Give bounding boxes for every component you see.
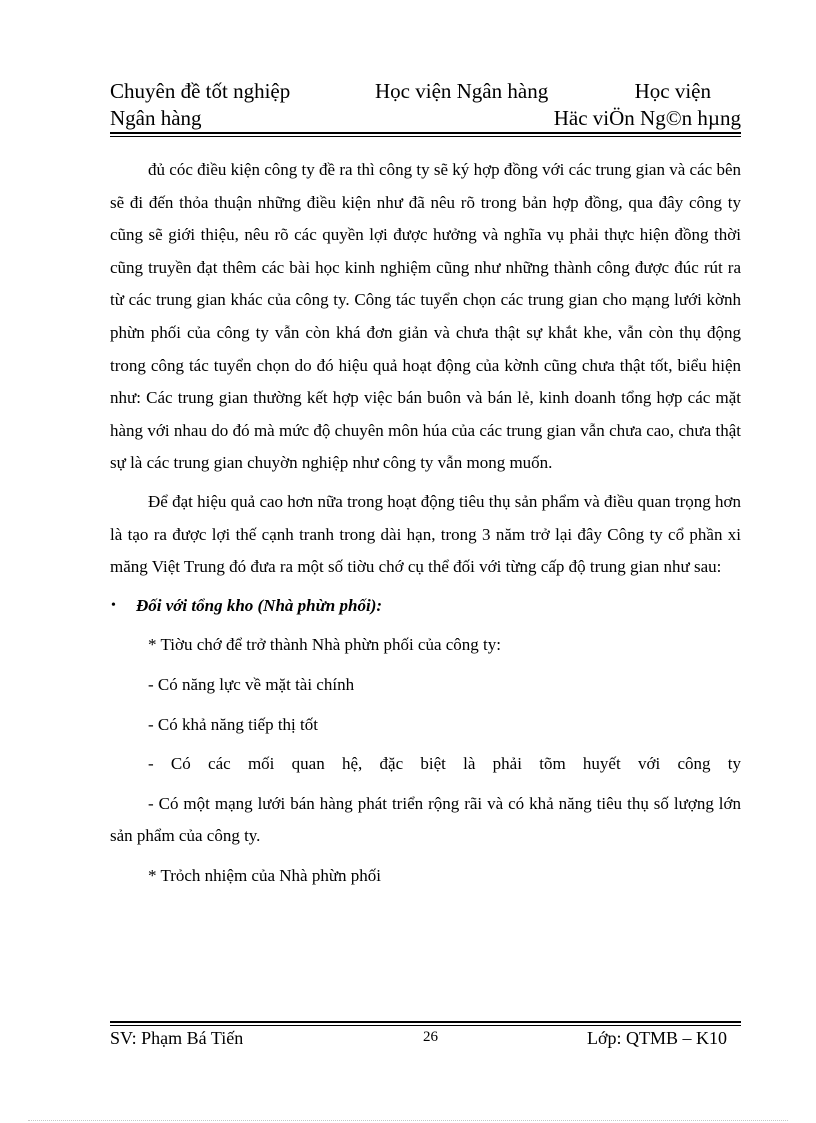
- header-divider: [110, 132, 741, 137]
- header-institution-legacy-font: Häc viÖn Ng©n hµng: [553, 106, 741, 130]
- footer-page-number: 26: [423, 1029, 438, 1045]
- header-institution-cont: Ngân hàng: [110, 106, 202, 130]
- page-body: [110, 154, 741, 892]
- page-footer: [110, 1028, 741, 1054]
- paragraph-recruitment: đủ cóc điều kiện công ty đề ra thì công ty sẽ ký hợp đồng với các trung gian và các bên sẽ đi đến thỏa thuận những điều kiện như đã nêu rõ trong bản hợp đồng, qua đây công ty cũng sẽ giới thiệu, nêu rõ các quyền lợi được hưởng và nghĩa vụ phải thực hiện đồng thời cũng truyền đạt thêm các bài học kinh nghiệm cũng như những thành công được đúc rút ra từ các trung gian khác của công ty. Công tác tuyển chọn các trung gian cho mạng lưới kờnh phừn phối của công ty vẫn còn khá đơn giản và chưa thật sự khắt khe, vẫn còn thụ động trong công tác tuyển chọn do đó hiệu quả hoạt động của kờnh cũng chưa thật tốt, biểu hiện như: Các trung gian thường kết hợp việc bán buôn và bán lẻ, kinh doanh tổng hợp các mặt hàng với nhau do đó mà mức độ chuyên môn húa của các trung gian vẫn chưa cao, chưa thật sự là các trung gian chuyờn nghiệp như công ty vẫn mong muốn.: [110, 160, 741, 473]
- responsibility-heading: * Trỏch nhiệm của Nhà phừn phối: [148, 865, 382, 885]
- bullet-heading-distributor: [110, 590, 741, 623]
- footer-divider: [110, 1021, 741, 1026]
- page-header: [110, 78, 741, 132]
- paragraph-criteria-intro: Để đạt hiệu quả cao hơn nữa trong hoạt động tiêu thụ sản phẩm và điều quan trọng hơn là tạo ra được lợi thế cạnh tranh trong dài hạn, trong 3 năm trở lại đây Công ty cổ phần xi măng Việt Trung đó đưa ra một số tiờu chớ cụ thể đối với từng cấp độ trung gian như sau:: [110, 491, 741, 577]
- bullet-dot-icon: •: [111, 597, 116, 613]
- criteria-item-finance: - Có năng lực về mặt tài chính: [148, 674, 355, 694]
- footer-class: Lớp: QTMB – K10: [586, 1028, 727, 1048]
- header-thesis-title: Chuyên đề tốt nghiệp: [110, 79, 291, 103]
- criteria-item-relationships: - Có các mối quan hệ, đặc biệt là phải tõm huyết với công ty: [148, 754, 741, 774]
- footer-student-name: SV: Phạm Bá Tiến: [110, 1028, 244, 1048]
- page-edge-divider: [28, 1120, 788, 1121]
- criteria-item-marketing: - Có khả năng tiếp thị tốt: [148, 714, 318, 734]
- criteria-heading: * Tiờu chớ để trở thành Nhà phừn phối của công ty:: [148, 635, 502, 655]
- bullet-heading-text: Đối với tổng kho (Nhà phừn phối):: [136, 595, 383, 615]
- header-line-2: [110, 105, 741, 132]
- header-line-1: [110, 78, 741, 105]
- criteria-item-network: - Có một mạng lưới bán hàng phát triển rộng rãi và có khả năng tiêu thụ số lượng lớn sản phẩm của công ty.: [110, 793, 741, 846]
- header-institution-repeat: Học viện: [634, 79, 711, 103]
- header-institution: Học viện Ngân hàng: [375, 79, 549, 103]
